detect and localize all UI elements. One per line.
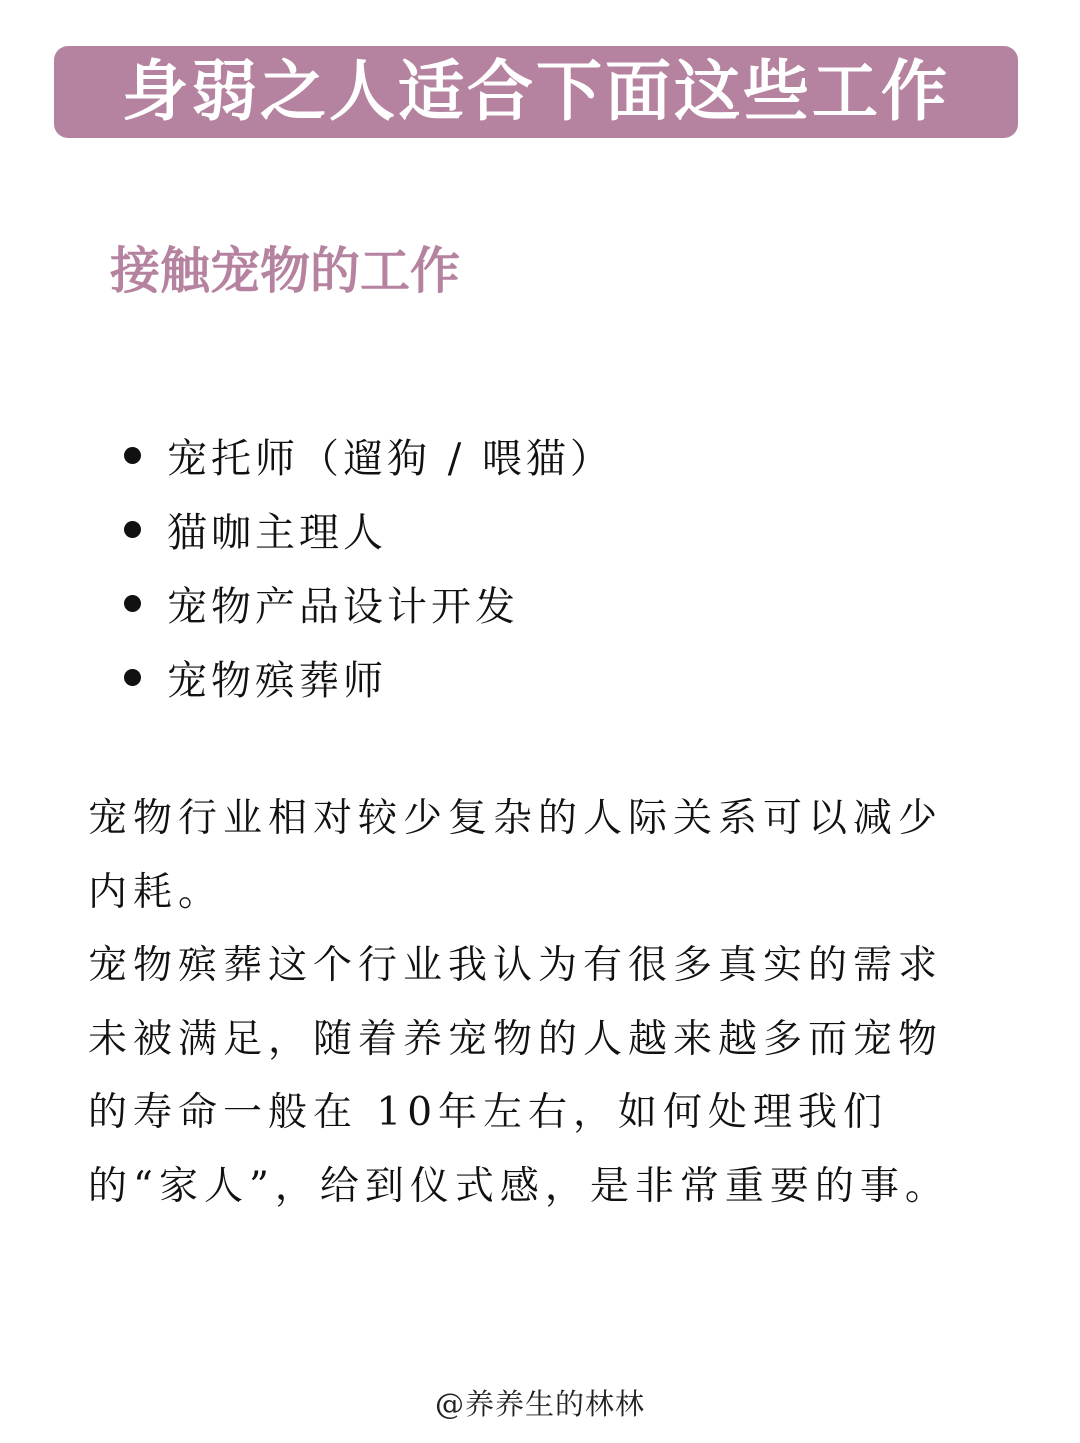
list-item-label: 宠物产品设计开发: [167, 583, 519, 630]
paragraph-2: 宠物殡葬这个行业我认为有很多真实的需求未被满足，随着养宠物的人越来越多而宠物的寿命一般在 10年左右，如何处理我们的“家人”，给到仪式感，是非常重要的事。: [88, 943, 950, 1209]
paragraph-1: 宠物行业相对较少复杂的人际关系可以减少内耗。: [88, 796, 944, 915]
body-text: [88, 782, 978, 1223]
bullet-icon: [124, 669, 141, 686]
list-item: [124, 418, 614, 492]
title-banner: [54, 46, 1018, 138]
page-title: 身弱之人适合下面这些工作: [122, 53, 950, 130]
list-item: [124, 492, 614, 566]
section-heading: 接触宠物的工作: [110, 242, 460, 300]
list-item: [124, 640, 614, 714]
bullet-icon: [124, 595, 141, 612]
list-item: [124, 566, 614, 640]
list-item-label: 猫咖主理人: [167, 509, 387, 556]
list-item-label: 宠托师（遛狗 / 喂猫）: [167, 435, 614, 482]
job-list: [124, 418, 614, 714]
list-item-label: 宠物殡葬师: [167, 657, 387, 704]
bullet-icon: [124, 521, 141, 538]
author-credit: @养养生的林林: [434, 1387, 645, 1421]
bullet-icon: [124, 447, 141, 464]
